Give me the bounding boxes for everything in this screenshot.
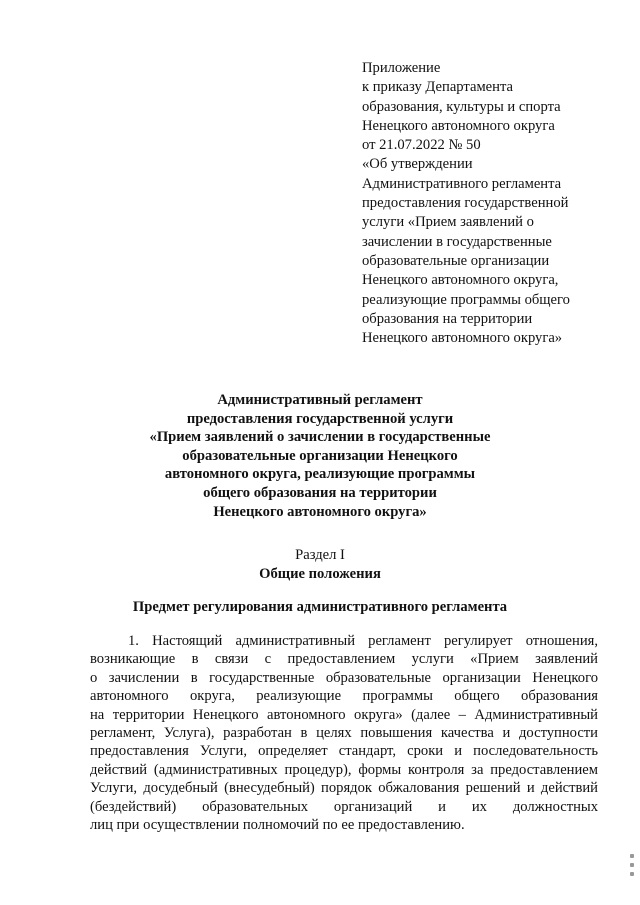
appendix-line: образования, культуры и спорта (362, 98, 561, 115)
section-heading: Общие положения (259, 566, 381, 582)
appendix-line: Ненецкого автономного округа» (362, 330, 563, 347)
appendix-line: предоставления государственной (362, 195, 569, 212)
paragraph-line: на территории Ненецкого автономного округа» (далее – Административный (90, 706, 598, 723)
appendix-line: Ненецкого автономного округа, (362, 272, 559, 289)
scan-dot (630, 863, 634, 867)
paragraph-line: Услуги, досудебный (внесудебный) порядок обжалования решений и действий (90, 780, 598, 797)
title-line: автономного округа, реализующие программы (164, 466, 476, 483)
appendix-line: Приложение (362, 60, 441, 76)
paragraph-line: автономного округа, реализующие программы общего образования (90, 688, 598, 705)
appendix-line: Ненецкого автономного округа (362, 117, 555, 134)
subject-heading: Предмет регулирования административного регламента (132, 599, 508, 615)
scan-edge-marks (629, 850, 635, 900)
title-line: общего образования на территории (203, 484, 437, 501)
document-title (0, 391, 640, 521)
title-line: «Прием заявлений о зачислении в государственные (149, 429, 491, 446)
appendix-line: «Об утверждении (362, 156, 473, 173)
appendix-line: к приказу Департамента (362, 79, 513, 96)
scan-dot (630, 854, 634, 858)
title-line: Административный регламент (217, 392, 423, 408)
paragraph-line: лиц при осуществлении полномочий по ее предоставлению. (90, 817, 465, 834)
appendix-line: услуги «Прием заявлений о (362, 214, 534, 231)
appendix-line: зачислении в государственные (362, 233, 552, 250)
paragraph-line: возникающие в связи с предоставлением услуги «Прием заявлений (90, 651, 598, 668)
paragraph-1 (90, 632, 598, 834)
scan-dot (630, 872, 634, 876)
paragraph-line: 1. Настоящий административный регламент регулирует отношения, (128, 633, 598, 649)
title-line: образовательные организации Ненецкого (182, 447, 458, 464)
paragraph-line: действий (административных процедур), формы контроля за предоставлением (90, 761, 598, 778)
appendix-line: образовательные организации (362, 252, 550, 269)
title-line: Ненецкого автономного округа» (213, 503, 427, 520)
section-number: Раздел I (295, 547, 345, 563)
appendix-line: реализующие программы общего (362, 291, 570, 308)
appendix-line: Административного регламента (362, 175, 562, 192)
paragraph-line: (бездействий) образовательных организаций и их должностных (90, 798, 598, 815)
appendix-line: от 21.07.2022 № 50 (362, 137, 481, 154)
title-line: предоставления государственной услуги (186, 410, 454, 427)
paragraph-line: предоставления Услуги, определяет стандарт, сроки и последовательность (90, 743, 598, 760)
appendix-block (362, 59, 622, 348)
paragraph-line: регламент, Услуга), разработан в целях повышения качества и доступности (90, 725, 598, 742)
paragraph-line: о зачислении в государственные образовательные организации Ненецкого (90, 669, 598, 686)
appendix-line: образования на территории (362, 310, 533, 327)
